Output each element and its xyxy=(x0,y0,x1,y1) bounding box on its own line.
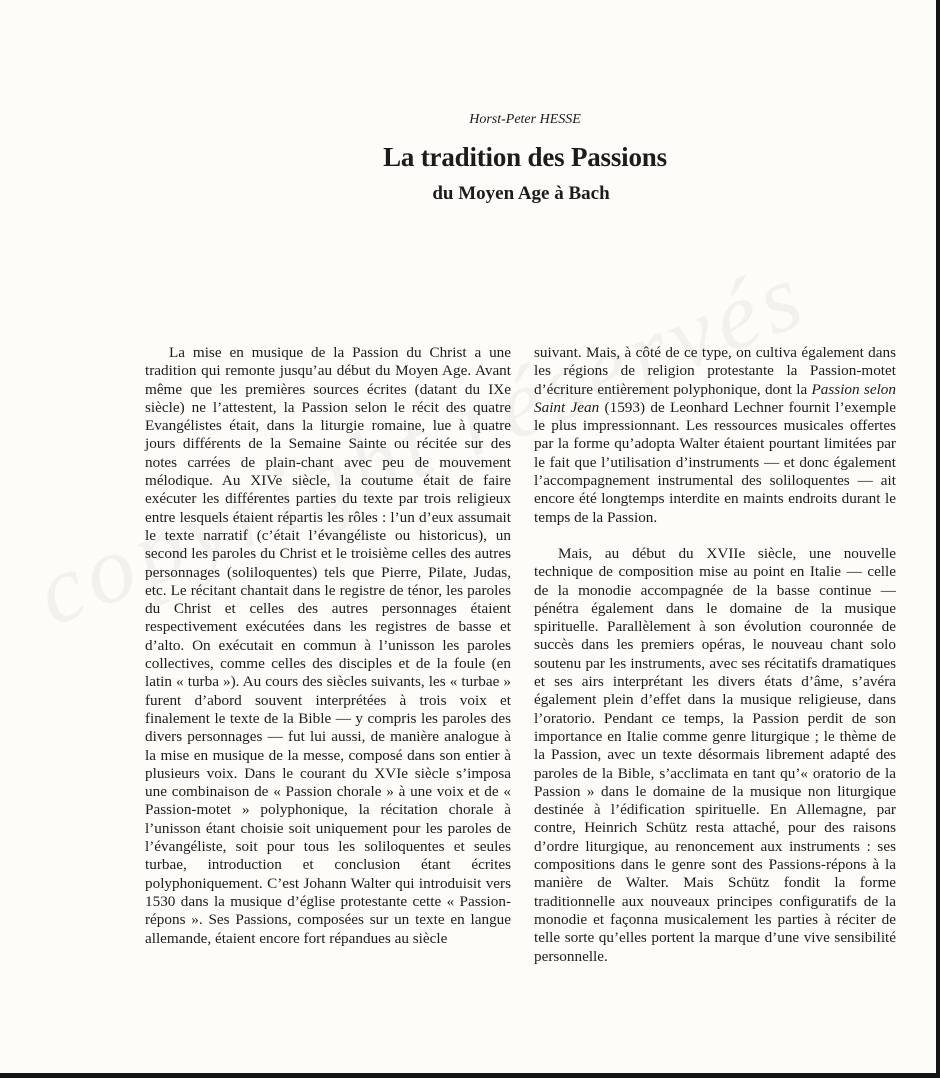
left-column xyxy=(145,344,511,948)
paragraph-3: Mais, au début du XVIIe siècle, une nouvelle technique de composition mise au point en Italie — celle de la monodie accompagnée de la basse continue — pénétra également dans le domaine de la musique spirituelle. Parallèlement à son évolution couronnée de succès dans les premiers opéras, le nouveau chant solo soutenu par les instruments, avec ses récitatifs dramatiques et ses airs interprétant les divers états d’âme, s’avéra également plein d’effet dans la musique religieuse, dans l’oratorio. Pendant ce temps, la Passion perdit de son importance en Italie comme genre liturgique ; le thème de la Passion, avec un texte désormais librement adapté des paroles de la Bible, s’acclimata en tant qu’« oratorio de la Passion » dans le domaine de la musique non liturgique destinée à l’édification spirituelle. En Allemagne, par contre, Heinrich Schütz resta attaché, pour des raisons d’ordre liturgique, au renoncement aux instruments : ses compositions dans le genre sont des Passions-répons à la manière de Walter. Mais Schütz fondit la forme traditionnelle aux nouveaux principes configuratifs de la monodie et façonna musicalement les parties à réciter de telle sorte qu’elles portent la marque d’une vive sensibilité personnelle. xyxy=(534,544,896,965)
work-title-passion-selon-saint-jean: Passion selon Saint Jean xyxy=(534,380,896,416)
author-name: Horst-Peter HESSE xyxy=(469,112,581,127)
paragraph-2-end: (1593) de Leonhard Lechner fournit l’exemple le plus impressionnant. Les ressources musicales offertes par la forme qu’adopta Walter étaient pourtant limitées par le fait que l’utilisation d’instruments — et donc également l’accompagnement instrumental des soliloquentes — ait encore été longtemps interdite en maints endroits durant le temps de la Passion. xyxy=(534,398,896,526)
page-edge-bottom xyxy=(0,1073,940,1078)
article-title: La tradition des Passions xyxy=(383,142,667,172)
paragraph-1: La mise en musique de la Passion du Christ a une tradition qui remonte jusqu’au début du Moyen Age. Avant même que les premières sources écrites (datant du IXe siècle) ne l’attestent, la Passion selon le récit des quatre Evangélistes était, dans la liturgie romaine, lue à quatre jours différents de la Semaine Sainte ou récitée sur des notes carrées de plain-chant avec peu de mouvement mélodique. Au XIVe siècle, la coutume était de faire exécuter les différentes parties du texte par trois religieux entre lesquels étaient répartis les rôles : l’un d’eux assumait le texte narratif (c’était l’évangéliste ou historicus), un second les paroles du Christ et le troisième celles des autres personnages (soliloquentes) tels que Pierre, Pilate, Judas, etc. Le récitant chantait dans le registre de ténor, les paroles du Christ et celles des autres personnages étaient respectivement exécutées dans les registres de basse et d’alto. On exécutait en commun à l’unisson les paroles collectives, comme celles des disciples et de la foule (en latin « turba »). Au cours des siècles suivants, les « turbae » furent d’abord souvent interprétées à trois voix et finalement le texte de la Bible — y compris les paroles des divers personnages — fut lui aussi, de manière analogue à la mise en musique de la messe, composé dans son entier à plusieurs voix. Dans le courant du XVIe siècle s’imposa une combinaison de « Passion chorale » à une voix et de « Passion-motet » polyphonique, la récitation chorale à l’unisson étant choisie soit uniquement pour les paroles de l’évangéliste, soit pour tous les soliloquentes et seules turbae, introduction et conclusion étant écrites polyphoniquement. C’est Johann Walter qui introduisit vers 1530 dans la musique d’église protestante cette « Passion-répons ». Ses Passions, composées sur un texte en langue allemande, étaient encore fort répandues au siècle xyxy=(145,344,511,947)
paragraph-2 xyxy=(534,344,896,527)
paragraph-2-start: suivant. Mais, à côté de ce type, on cultiva également dans les régions de religion protestante la Passion-motet d’écriture entièrement polyphonique, dont la xyxy=(534,344,896,398)
right-column xyxy=(534,344,896,966)
article-subtitle: du Moyen Age à Bach xyxy=(432,183,610,204)
page-edge-right xyxy=(936,0,940,1078)
